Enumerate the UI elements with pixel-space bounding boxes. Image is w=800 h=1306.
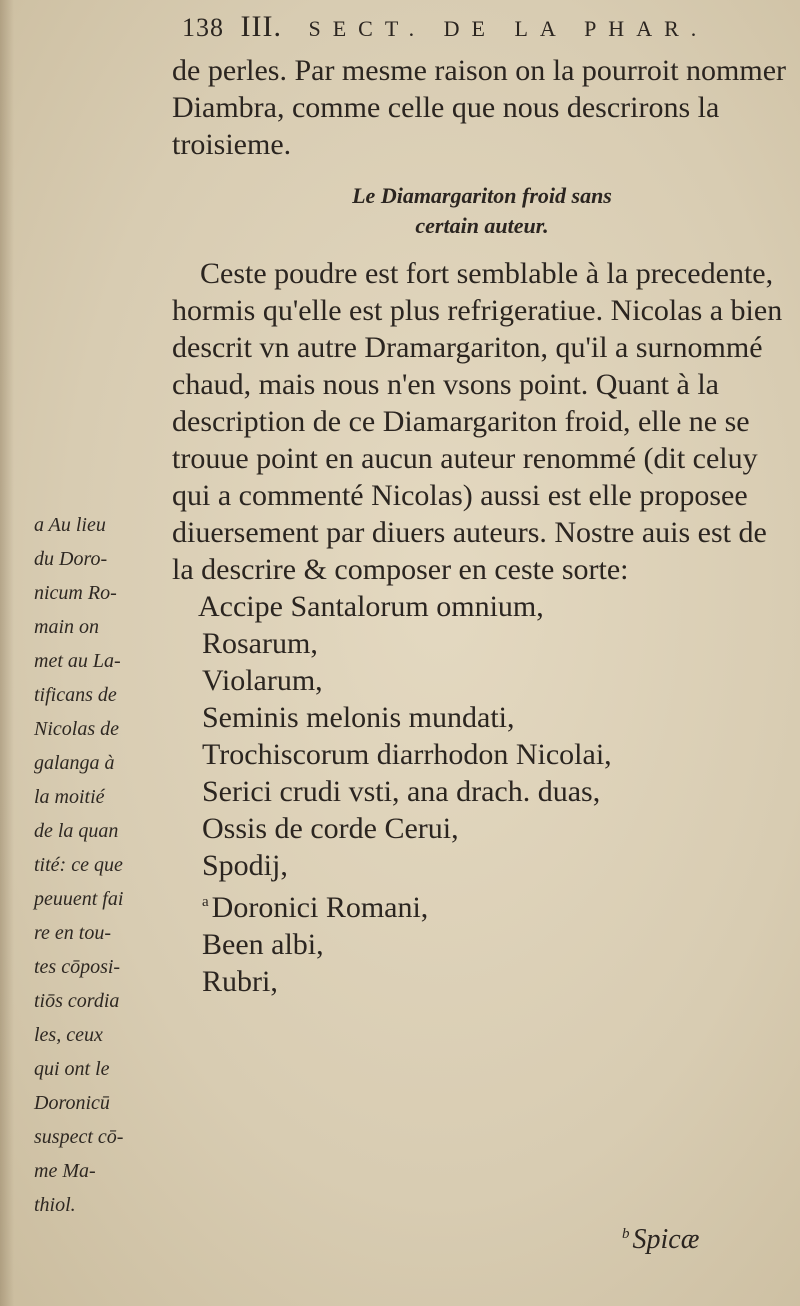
margin-line: Nicolas de xyxy=(34,718,119,740)
margin-line: peuuent fai xyxy=(34,888,124,910)
margin-line: re en tou- xyxy=(34,922,112,944)
margin-line: Doronicū xyxy=(34,1092,110,1114)
ingredient-line: Trochiscorum diarrhodon Nicolai, xyxy=(202,738,612,771)
margin-line: la moitié xyxy=(34,786,105,808)
footnote-marker: a xyxy=(202,894,209,910)
ingredient-line: Accipe Santalorum omnium, xyxy=(198,590,544,623)
footnote-marker: b xyxy=(622,1225,630,1242)
binding-shadow xyxy=(0,0,14,1306)
ingredient-line xyxy=(202,884,792,926)
margin-line: tes cōposi- xyxy=(34,956,121,978)
section-number: III. xyxy=(240,10,282,43)
margin-line: me Ma- xyxy=(34,1160,96,1182)
main-text xyxy=(172,52,792,1000)
running-head xyxy=(182,10,792,50)
ingredient-line: Spodij, xyxy=(202,849,288,882)
margin-line: de la quan xyxy=(34,820,119,842)
recipe-description: Ceste poudre est fort semblable à la precedente, hormis qu'elle est plus refrigeratiue. Nicolas a bien descrit vn autre Dramargariton, qu'il a surnommé chaud, mais nous n'en vsons point. Quant à la description de ce Diamargariton froid, elle ne se trouue point en aucun auteur renommé (dit celuy qui a commenté Nicolas) aussi est elle proposee diuersement par diuers auteurs. Nostre auis est de la descrire & composer en ceste sorte: xyxy=(172,257,783,586)
ingredient-line: Rosarum, xyxy=(202,627,318,660)
margin-line: du Doro- xyxy=(34,548,108,570)
margin-line: les, ceux xyxy=(34,1024,103,1046)
ingredient-line: Serici crudi vsti, ana drach. duas, xyxy=(202,775,601,808)
recipe-heading-line2: certain auteur. xyxy=(415,213,549,238)
catchword xyxy=(622,1224,699,1256)
recipe-heading: Le Diamargariton froid sans xyxy=(352,183,612,208)
page-number: 138 xyxy=(182,13,224,42)
marginal-note xyxy=(34,508,162,1222)
margin-line: thiol. xyxy=(34,1194,76,1216)
continuation-text: de perles. Par mesme raison on la pourroit nommer Diambra, comme celle que nous descrirons la troisieme. xyxy=(172,54,787,161)
margin-line: main on xyxy=(34,616,99,638)
ingredient-line: Been albi, xyxy=(202,928,324,961)
margin-line: tiōs cordia xyxy=(34,990,120,1012)
margin-line: a Au lieu xyxy=(34,514,106,536)
margin-line: tificans de xyxy=(34,684,117,706)
ingredient-line: Violarum, xyxy=(202,664,323,697)
catchword-text: Spicæ xyxy=(632,1224,700,1255)
ingredient-list xyxy=(198,588,792,1000)
ingredient-line: Ossis de corde Cerui, xyxy=(202,812,459,845)
margin-line: met au La- xyxy=(34,650,121,672)
ingredient-line: Rubri, xyxy=(202,965,278,998)
margin-line: suspect cō- xyxy=(34,1126,124,1148)
ingredient-text: Doronici Romani, xyxy=(211,891,429,924)
margin-line: qui ont le xyxy=(34,1058,110,1080)
margin-line: tité: ce que xyxy=(34,854,123,876)
margin-line: nicum Ro- xyxy=(34,582,117,604)
ingredient-line: Seminis melonis mundati, xyxy=(202,701,515,734)
section-title: SECT. DE LA PHAR. xyxy=(308,16,709,41)
margin-line: galanga à xyxy=(34,752,115,774)
